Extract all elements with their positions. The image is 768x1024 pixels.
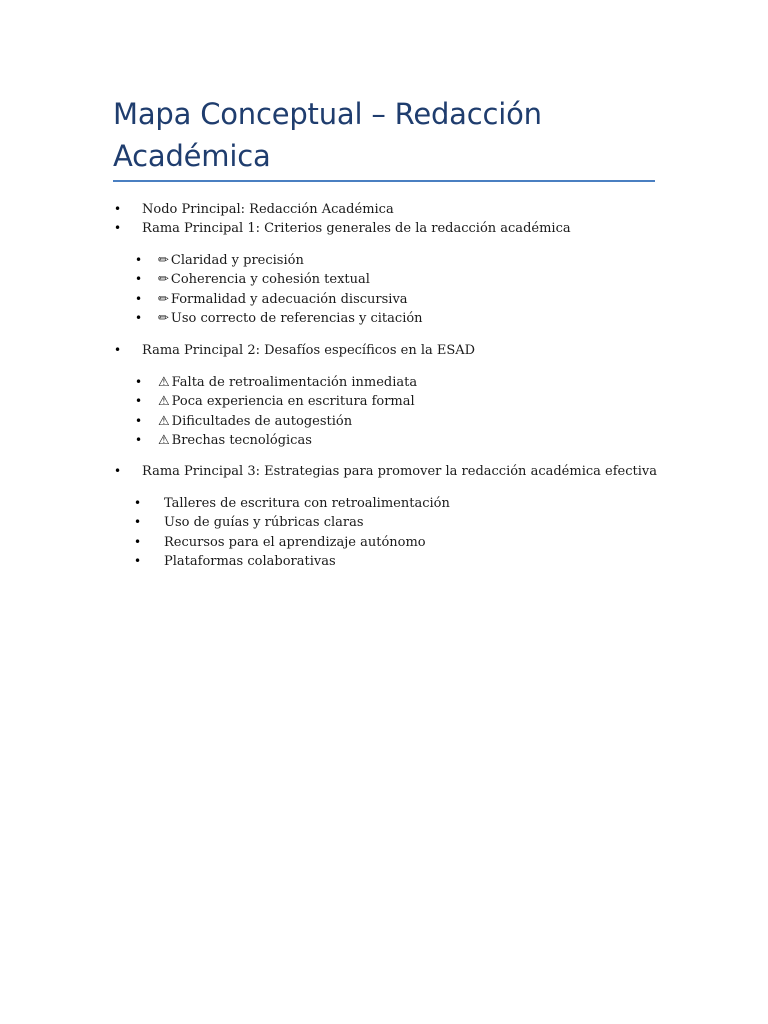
warning-icon: ⚠ [158, 375, 170, 390]
branch-1-item-text: Coherencia y cohesión textual [170, 272, 370, 288]
bullet-icon: • [135, 375, 143, 389]
branch-3-heading: Rama Principal 3: Estrategias para promover la redacción académica efectiva [142, 464, 657, 479]
branch-1-list [135, 251, 423, 328]
bullet-icon: • [135, 432, 143, 447]
list-item [135, 431, 417, 450]
pencil-icon: ✏ [158, 253, 169, 268]
list-item [135, 392, 417, 411]
bullet-icon: • [135, 394, 143, 409]
list-item [114, 200, 571, 219]
branch-1-item-text: Claridad y precisión [170, 253, 304, 268]
pencil-icon: ✏ [158, 272, 169, 288]
bullet-icon: • [134, 496, 142, 510]
bullet-icon: • [135, 272, 143, 287]
pencil-icon: ✏ [158, 310, 169, 326]
list-item [135, 270, 423, 289]
page-title: Mapa Conceptual – Redacción Académica [113, 97, 542, 173]
list-item [134, 513, 450, 532]
node-main-label: Nodo Principal: Redacción Académica [142, 202, 394, 217]
list-item [135, 373, 418, 392]
branch-3-item-text: Plataformas colaborativas [164, 553, 336, 569]
bullet-icon: • [135, 413, 143, 428]
list-item [114, 219, 571, 238]
branch-2-heading: Rama Principal 2: Desafíos específicos en la ESAD [142, 343, 476, 358]
warning-icon: ⚠ [158, 413, 170, 429]
list-item [135, 412, 417, 431]
list-item [134, 533, 450, 552]
bullet-icon: • [134, 534, 142, 549]
branch-3-heading-list [114, 462, 657, 481]
branch-2-item-text: Poca experiencia en escritura formal [171, 394, 415, 410]
bullet-icon: • [134, 553, 142, 568]
list-item [135, 290, 423, 309]
list-item [134, 552, 450, 571]
list-item [114, 341, 476, 360]
pencil-icon: ✏ [158, 291, 169, 307]
branch-3-list [134, 494, 450, 571]
branch-1-item-text: Uso correcto de referencias y citación [170, 310, 423, 326]
branch-3-item-text: Recursos para el aprendizaje autónomo [164, 534, 426, 550]
branch-2-heading-list [114, 341, 476, 360]
warning-icon: ⚠ [158, 394, 170, 410]
bullet-icon: • [135, 253, 143, 267]
branch-3-item-text: Uso de guías y rúbricas claras [164, 515, 364, 531]
title-underline [113, 180, 655, 182]
bullet-icon: • [135, 291, 143, 306]
branch-2-item-text: Dificultades de autogestión [171, 413, 353, 429]
warning-icon: ⚠ [158, 432, 170, 448]
bullet-icon: • [114, 221, 122, 236]
branch-2-list [135, 373, 418, 450]
list-item [135, 251, 423, 270]
bullet-icon: • [114, 202, 122, 216]
bullet-icon: • [114, 464, 122, 478]
branch-3-item-text: Talleres de escritura con retroalimentación [164, 496, 450, 511]
list-item [114, 462, 657, 481]
top-level-list [114, 200, 571, 239]
list-item [135, 309, 423, 328]
bullet-icon: • [134, 515, 142, 530]
bullet-icon: • [114, 343, 122, 357]
branch-2-item-text: Brechas tecnológicas [171, 432, 312, 448]
list-item [134, 494, 450, 513]
bullet-icon: • [135, 310, 143, 325]
branch-1-item-text: Formalidad y adecuación discursiva [170, 291, 408, 307]
branch-2-item-text: Falta de retroalimentación inmediata [171, 375, 418, 390]
branch-1-heading: Rama Principal 1: Criterios generales de la redacción académica [142, 221, 571, 237]
